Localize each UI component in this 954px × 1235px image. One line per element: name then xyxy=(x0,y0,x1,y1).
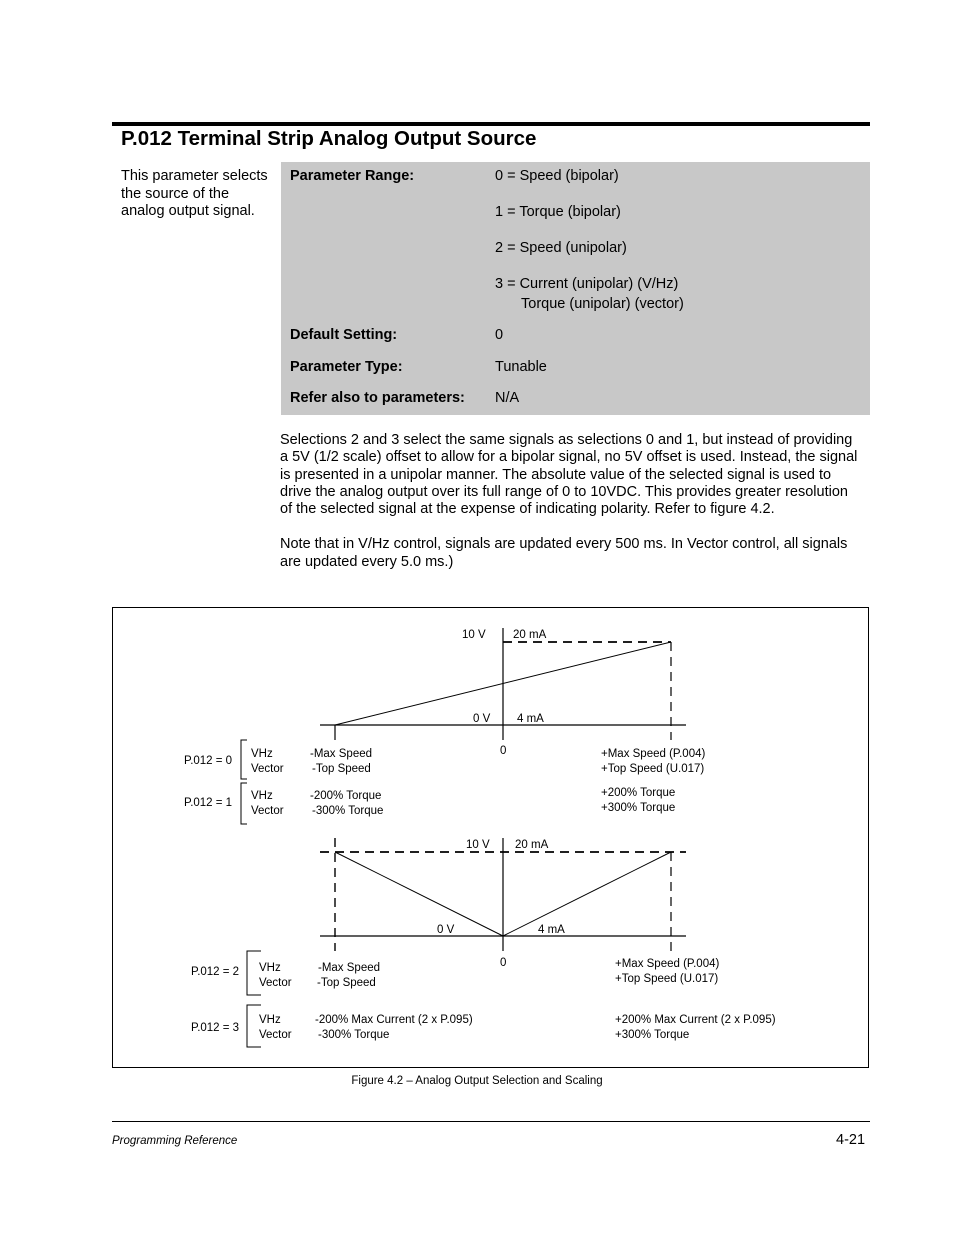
range-value-2: 2 = Speed (unipolar) xyxy=(495,240,627,256)
range-value-3: 3 = Current (unipolar) (V/Hz) xyxy=(495,276,679,292)
p1-vector-right: +300% Torque xyxy=(601,802,676,814)
p3-vhz-left: -200% Max Current (2 x P.095) xyxy=(315,1014,473,1026)
range-value-0: 0 = Speed (bipolar) xyxy=(495,168,619,184)
refer-also-label: Refer also to parameters: xyxy=(290,390,465,406)
p012-0-label: P.012 = 0 xyxy=(184,755,233,767)
range-value-3-cont: Torque (unipolar) (vector) xyxy=(521,296,684,312)
parameter-range-label: Parameter Range: xyxy=(290,168,415,184)
parameter-type-label: Parameter Type: xyxy=(290,359,403,375)
body-paragraph-1: Selections 2 and 3 select the same signals as selections 0 and 1, but instead of providing a 5V (1/2 scale) offset to allow for a bipolar signal, no 5V offset is used. Instead, the signal is presented in a unipolar manner. The absolute value of the selected signal is used to drive the analog output over its full range of 0 to 10VDC. This provides greater resolution of the selected signal at the expense of indicating polarity. Refer to figure 4.2. xyxy=(280,432,858,518)
p012-3-label: P.012 = 3 xyxy=(191,1022,240,1034)
bottom-10v-label: 10 V xyxy=(466,839,490,851)
bottom-labels xyxy=(191,839,776,1041)
p1-vhz-left: -200% Torque xyxy=(310,790,382,802)
footer-section-title: Programming Reference xyxy=(112,1135,238,1147)
p2-vector-left: -Top Speed xyxy=(317,977,376,989)
top-zero-label: 0 xyxy=(500,745,507,757)
page-number: 4-21 xyxy=(836,1132,866,1148)
top-0v-label: 0 V xyxy=(473,713,491,725)
p0-vector-label: Vector xyxy=(251,763,284,775)
figure-caption: Figure 4.2 – Analog Output Selection and Scaling xyxy=(351,1075,603,1087)
range-value-1: 1 = Torque (bipolar) xyxy=(495,204,621,220)
p0-vhz-label: VHz xyxy=(251,748,273,760)
bottom-4ma-label: 4 mA xyxy=(538,924,565,936)
p3-vector-right: +300% Torque xyxy=(615,1029,690,1041)
p1-vhz-label: VHz xyxy=(251,790,273,802)
p2-vhz-right: +Max Speed (P.004) xyxy=(615,958,720,970)
p3-vector-left: -300% Torque xyxy=(318,1029,390,1041)
top-labels xyxy=(184,629,705,817)
bottom-left-line xyxy=(335,852,503,936)
top-10v-label: 10 V xyxy=(462,629,486,641)
page-title: P.012 Terminal Strip Analog Output Source xyxy=(121,127,537,150)
footer-rule xyxy=(112,1121,870,1122)
default-setting-value: 0 xyxy=(495,327,504,343)
p0-vector-right: +Top Speed (U.017) xyxy=(601,763,705,775)
p3-vector-label: Vector xyxy=(259,1029,292,1041)
top-4ma-label: 4 mA xyxy=(517,713,544,725)
bottom-right-line xyxy=(503,852,671,936)
body-paragraph-2: Note that in V/Hz control, signals are updated every 500 ms. In Vector control, all signals are updated every 5.0 ms.) xyxy=(280,536,848,570)
p3-vhz-right: +200% Max Current (2 x P.095) xyxy=(615,1014,776,1026)
top-20ma-label: 20 mA xyxy=(513,629,547,641)
bracket-p0 xyxy=(241,740,247,779)
p012-2-label: P.012 = 2 xyxy=(191,966,240,978)
p1-vector-label: Vector xyxy=(251,805,284,817)
p0-vhz-right: +Max Speed (P.004) xyxy=(601,748,706,760)
p0-vhz-left: -Max Speed xyxy=(310,748,373,760)
bottom-zero-label: 0 xyxy=(500,957,507,969)
p1-vector-left: -300% Torque xyxy=(312,805,384,817)
intro-text: This parameter selects the source of the analog output signal. xyxy=(121,168,268,219)
p012-1-label: P.012 = 1 xyxy=(184,797,233,809)
p2-vhz-label: VHz xyxy=(259,962,281,974)
p3-vhz-label: VHz xyxy=(259,1014,281,1026)
refer-also-value: N/A xyxy=(495,390,520,406)
bracket-p1 xyxy=(241,783,247,824)
p2-vector-right: +Top Speed (U.017) xyxy=(615,973,719,985)
p1-vhz-right: +200% Torque xyxy=(601,787,676,799)
bottom-20ma-label: 20 mA xyxy=(515,839,549,851)
p2-vector-label: Vector xyxy=(259,977,292,989)
p0-vector-left: -Top Speed xyxy=(312,763,371,775)
p2-vhz-left: -Max Speed xyxy=(318,962,381,974)
bottom-0v-label: 0 V xyxy=(437,924,455,936)
default-setting-label: Default Setting: xyxy=(290,327,398,343)
parameter-type-value: Tunable xyxy=(495,359,547,375)
